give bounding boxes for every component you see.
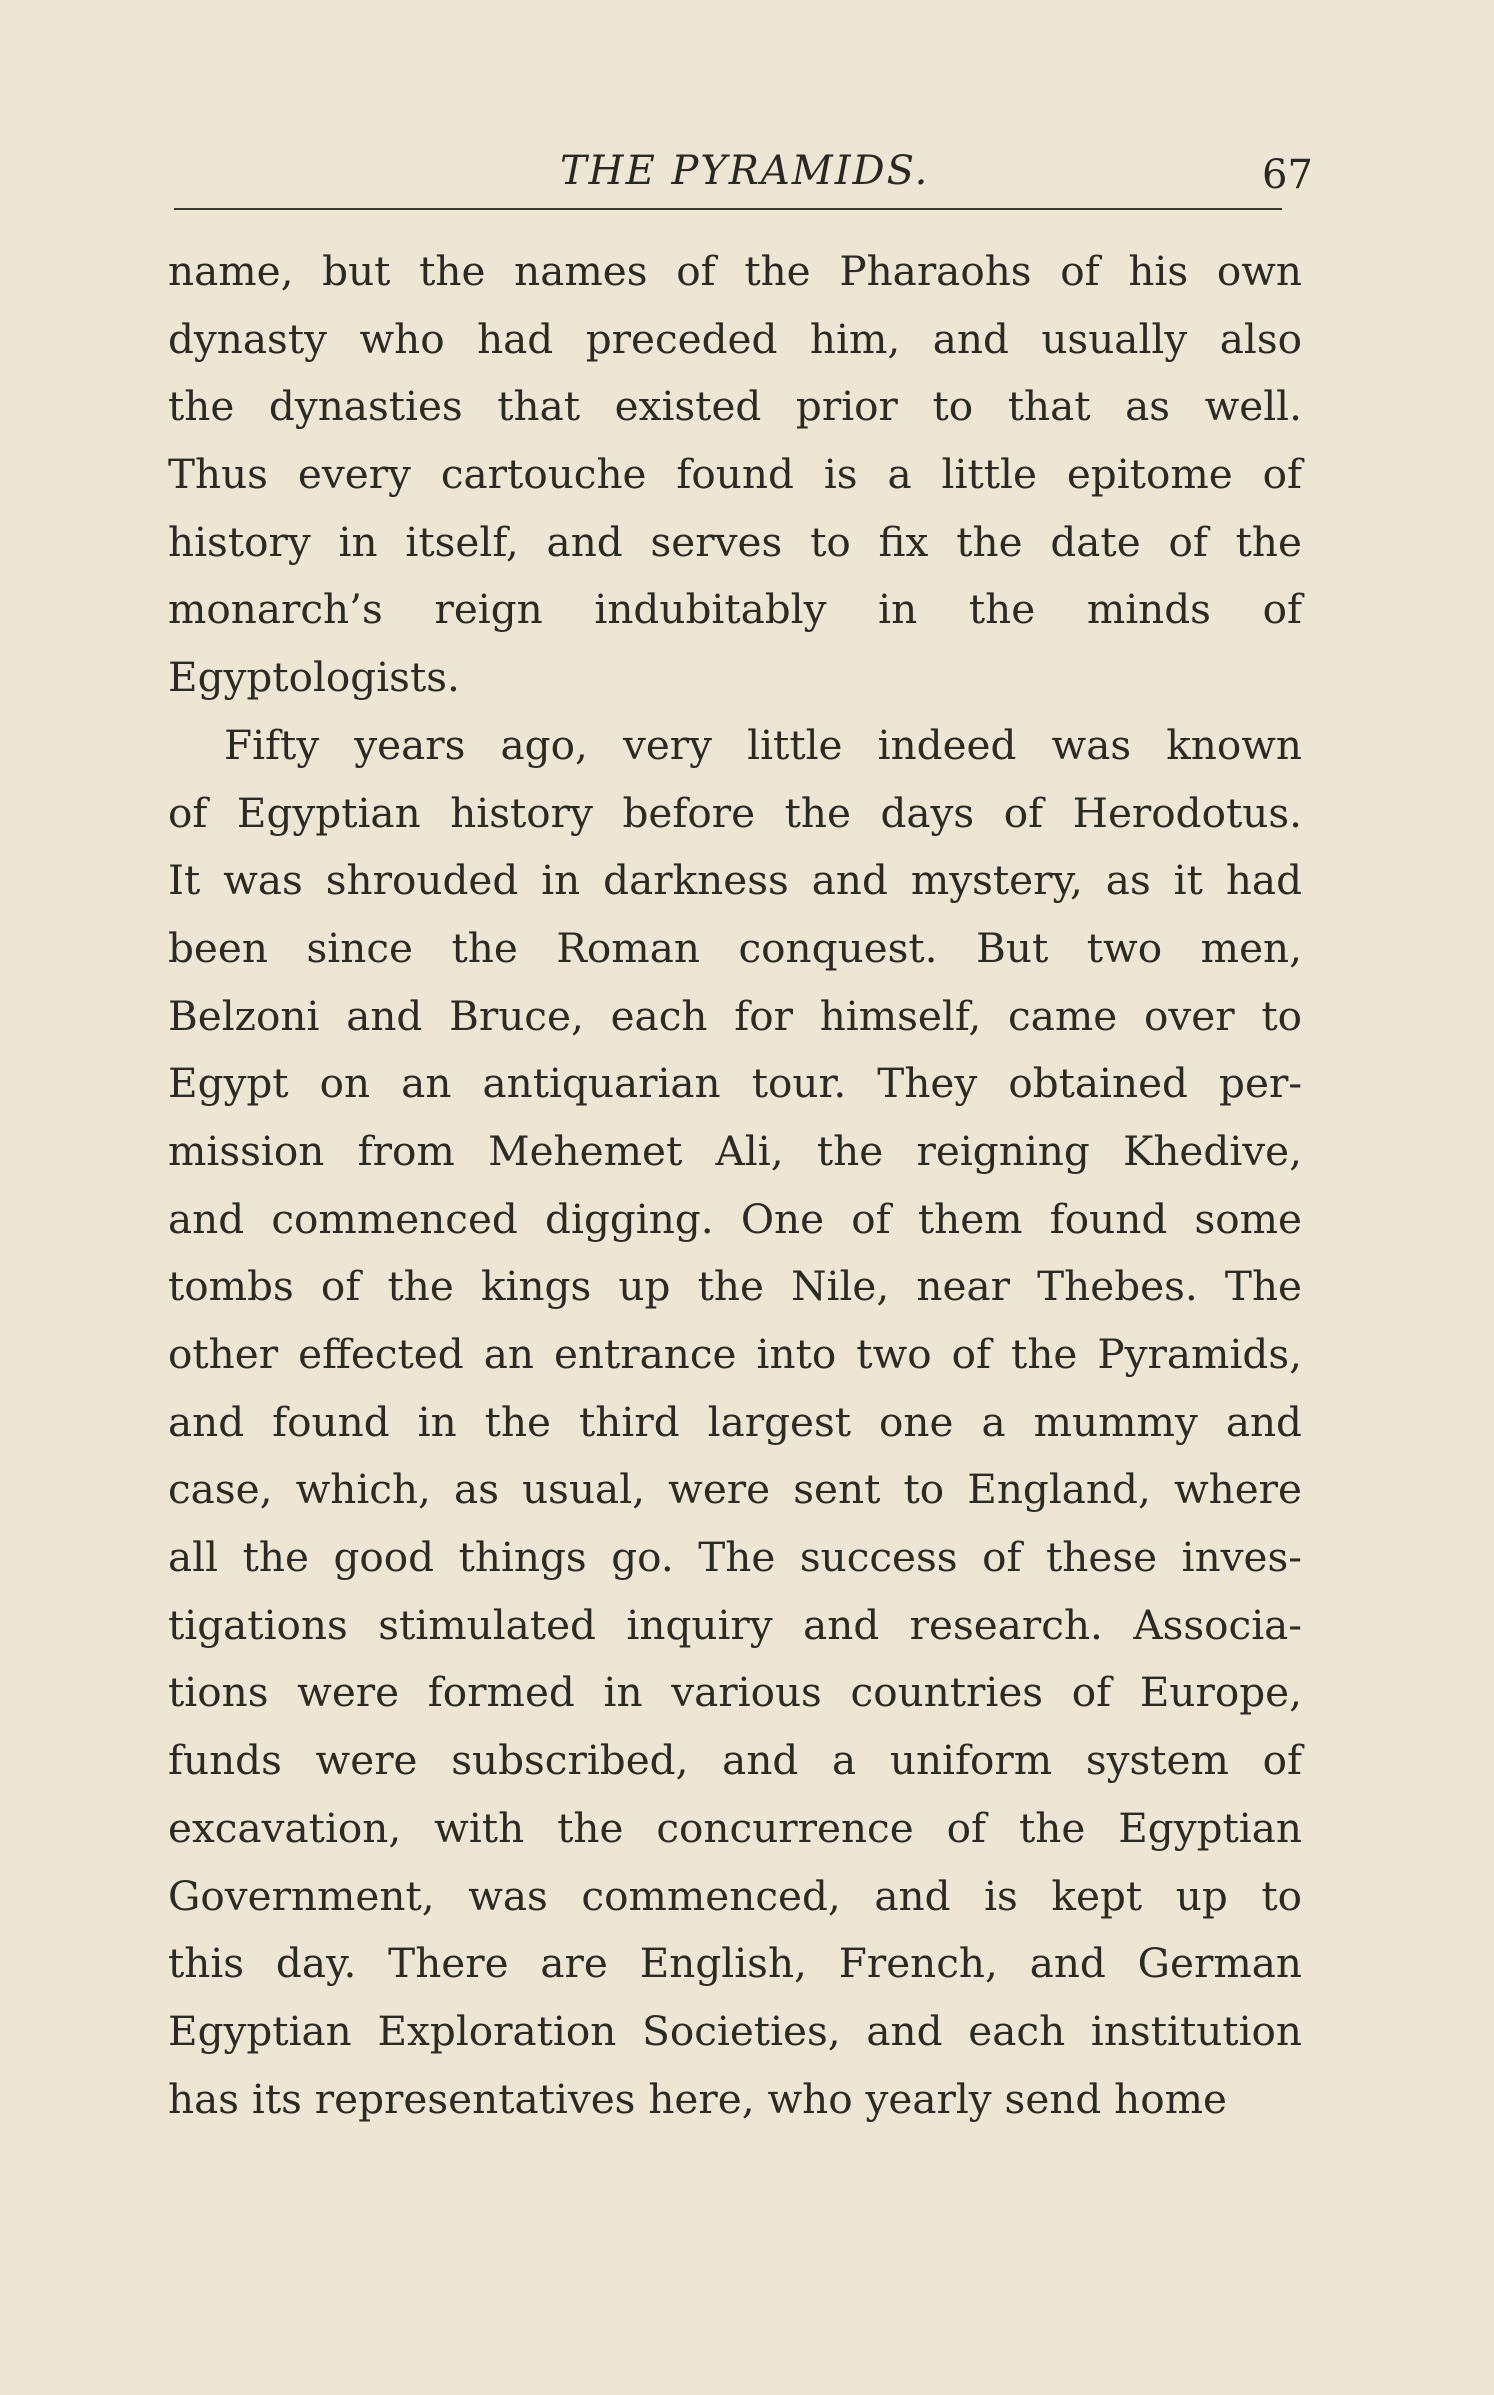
text-line: It was shrouded in darkness and mystery, as it had xyxy=(168,856,1302,905)
text-line: excavation, with the concurrence of the Egyptian xyxy=(168,1803,1302,1852)
text-line: tigations stimulated inquiry and research. Associa- xyxy=(168,1600,1302,1649)
text-line: case, which, as usual, were sent to England, where xyxy=(168,1465,1302,1514)
text-line: mission from Mehemet Ali, the reigning Khedive, xyxy=(168,1126,1302,1175)
text-line: been since the Roman conquest. But two men, xyxy=(168,923,1302,972)
text-line: and found in the third largest one a mummy and xyxy=(168,1397,1302,1446)
text-line: funds were subscribed, and a uniform system of xyxy=(168,1736,1302,1785)
text-line: Belzoni and Bruce, each for himself, came over to xyxy=(168,991,1302,1040)
text-line: all the good things go. The success of these inves- xyxy=(168,1533,1302,1582)
text-line: other effected an entrance into two of the Pyramids, xyxy=(168,1330,1302,1378)
text-line: Egypt on an antiquarian tour. They obtained per- xyxy=(168,1059,1302,1108)
text-line: Egyptian Exploration Societies, and each institution xyxy=(168,2006,1302,2055)
running-title: THE PYRAMIDS. xyxy=(560,148,930,194)
text-body xyxy=(168,238,1302,2133)
text-line: has its representatives here, who yearly send home xyxy=(168,2074,1228,2123)
paragraph-start-line: Fifty years ago, very little indeed was known xyxy=(224,720,1302,769)
paragraph-end-line: Egyptologists. xyxy=(168,653,460,702)
text-line: name, but the names of the Pharaohs of his own xyxy=(168,247,1302,295)
text-line: of Egyptian history before the days of Herodotus. xyxy=(168,788,1302,837)
text-line: the dynasties that existed prior to that as well. xyxy=(168,382,1302,431)
text-line: dynasty who had preceded him, and usually also xyxy=(168,314,1302,363)
header-rule xyxy=(174,208,1282,210)
page-number: 67 xyxy=(1262,152,1313,198)
text-line: monarch’s reign indubitably in the minds of xyxy=(168,585,1302,634)
text-line: and commenced digging. One of them found some xyxy=(168,1194,1302,1243)
text-line: this day. There are English, French, and German xyxy=(168,1939,1302,1988)
text-line: tions were formed in various countries of Europe, xyxy=(168,1668,1302,1717)
text-line: tombs of the kings up the Nile, near Thebes. The xyxy=(168,1262,1302,1311)
text-line: history in itself, and serves to fix the date of the xyxy=(168,517,1302,566)
text-line: Thus every cartouche found is a little epitome of xyxy=(168,450,1302,499)
text-line: Government, was commenced, and is kept up to xyxy=(168,1871,1302,1920)
